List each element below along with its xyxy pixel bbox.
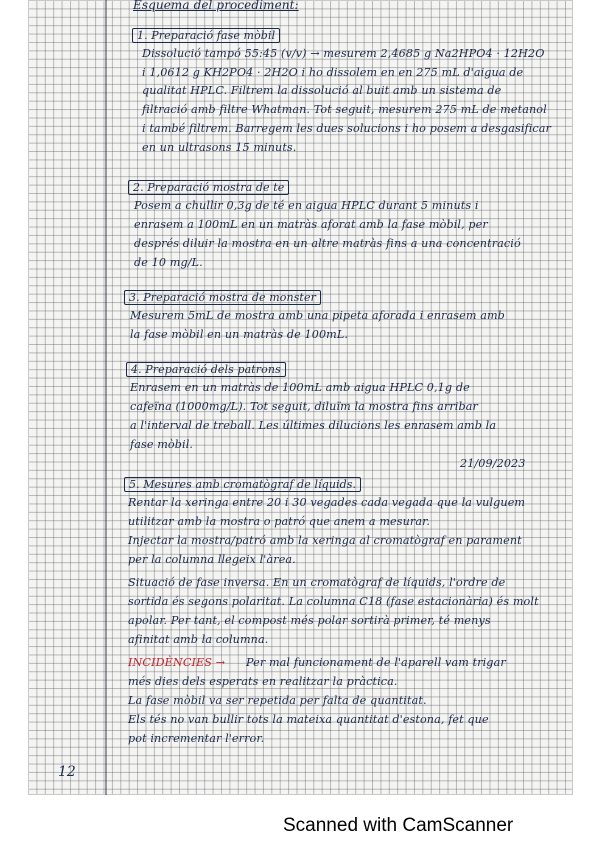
- section-5-line: sortida és segons polaritat. La columna C18 (fase estacionària) és molt: [128, 595, 539, 608]
- section-5-line: Situació de fase inversa. En un cromatògraf de líquids, l'ordre de: [128, 576, 506, 589]
- incidencies-line: Per mal funcionament de l'aparell vam trigar: [246, 656, 506, 669]
- section-2-line: enrasem a 100mL en un matràs aforat amb la fase mòbil, per: [134, 218, 488, 231]
- section-1-line: en un ultrasons 15 minuts.: [142, 141, 297, 154]
- section-2-heading: 2. Preparació mostra de te: [128, 180, 289, 195]
- section-1-line: Dissolució tampó 55:45 (v/v) → mesurem 2,4685 g Na2HPO4 · 12H2O: [142, 47, 545, 60]
- section-1-line: i també filtrem. Barregem les dues solucions i ho posem a desgasificar: [142, 122, 551, 135]
- section-2-line: de 10 mg/L.: [134, 256, 203, 269]
- section-5-line: Injectar la mostra/patró amb la xeringa al cromatògraf en parament: [128, 534, 522, 547]
- incidencies-line: més dies dels esperats en realitzar la pràctica.: [128, 675, 398, 688]
- section-5-line: afinitat amb la columna.: [128, 633, 269, 646]
- section-3-line: la fase mòbil en un matràs de 100mL.: [130, 328, 349, 341]
- section-1-line: qualitat HPLC. Filtrem la dissolució al buit amb un sistema de: [142, 84, 502, 97]
- section-2-line: després diluir la mostra en un altre matràs fins a una concentració: [134, 237, 521, 250]
- section-4-line: fase mòbil.: [130, 438, 194, 451]
- section-4-line: a l'interval de treball. Les últimes dilucions les enrasem amb la: [130, 419, 497, 432]
- page-title: Esquema del procediment:: [133, 0, 299, 12]
- section-5-line: utilitzar amb la mostra o patró que anem a mesurar.: [128, 515, 431, 528]
- section-4-heading: 4. Preparació dels patrons: [126, 362, 286, 377]
- scanner-watermark: Scanned with CamScanner: [283, 815, 514, 836]
- section-4-line: Enrasem en un matràs de 100mL amb aigua HPLC 0,1g de: [130, 381, 470, 394]
- section-5-line: per la columna llegeix l'àrea.: [128, 553, 296, 566]
- section-1-line: i 1,0612 g KH2PO4 · 2H2O i ho dissolem en en 275 mL d'aigua de: [142, 66, 524, 79]
- entry-date: 21/09/2023: [460, 457, 526, 470]
- section-3-line: Mesurem 5mL de mostra amb una pipeta aforada i enrasem amb: [130, 309, 505, 322]
- section-2-line: Posem a chullir 0,3g de té en aigua HPLC durant 5 minuts i: [134, 199, 479, 212]
- margin-line: [105, 0, 107, 795]
- incidencies-line: Els tés no van bullir tots la mateixa quantitat d'estona, fet que: [128, 713, 489, 726]
- section-5-line: apolar. Per tant, el compost més polar sortirà primer, té menys: [128, 614, 491, 627]
- section-5-heading: 5. Mesures amb cromatògraf de líquids.: [124, 477, 361, 492]
- section-1-line: filtració amb filtre Whatman. Tot seguit, mesurem 275 mL de metanol: [142, 103, 547, 116]
- section-5-line: Rentar la xeringa entre 20 i 30 vegades cada vegada que la vulguem: [128, 496, 526, 509]
- incidencies-label: INCIDÈNCIES →: [128, 656, 226, 669]
- incidencies-line: La fase mòbil va ser repetida per falta de quantitat.: [128, 694, 427, 707]
- section-1-heading: 1. Preparació fase mòbil: [132, 28, 280, 43]
- section-4-line: cafeïna (1000mg/L). Tot seguit, diluïm la mostra fins arribar: [130, 400, 478, 413]
- incidencies-line: pot incrementar l'error.: [128, 732, 265, 745]
- section-3-heading: 3. Preparació mostra de monster: [124, 290, 321, 305]
- page-number: 12: [58, 764, 76, 780]
